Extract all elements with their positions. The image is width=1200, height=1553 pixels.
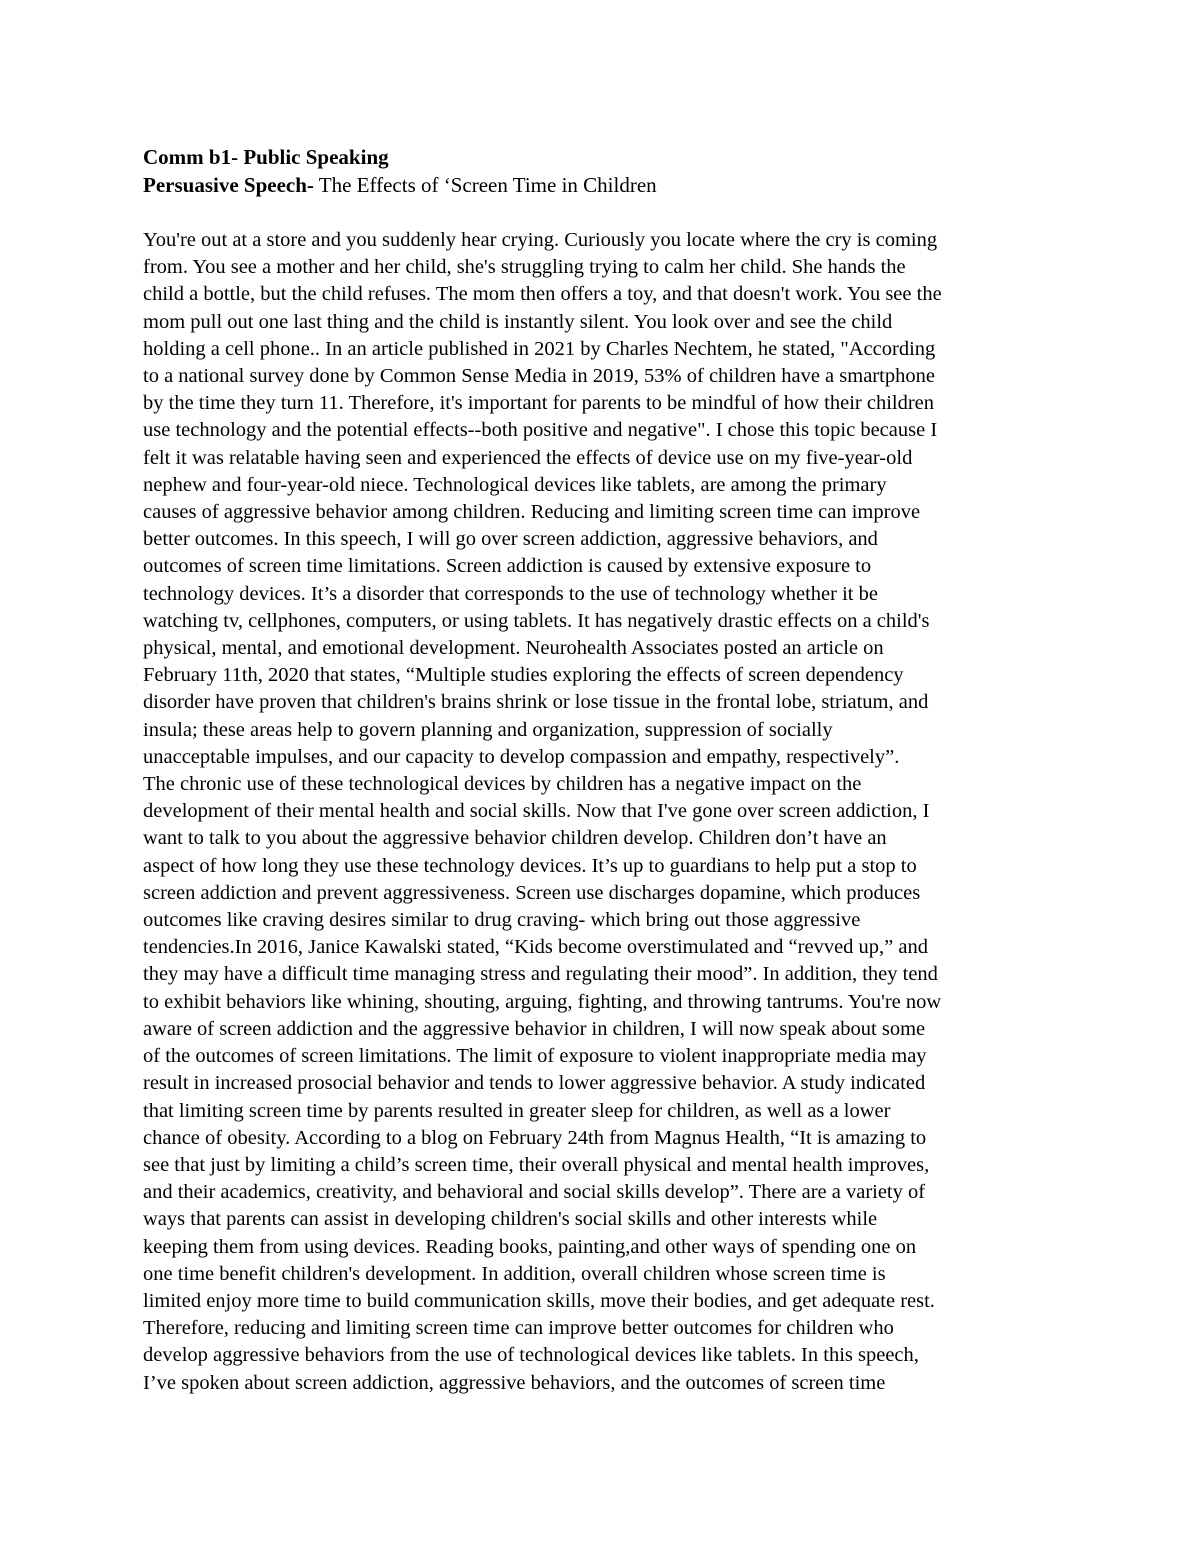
text-line: better outcomes. In this speech, I will go over screen addiction, aggressive behaviors, and <box>143 528 878 551</box>
speech-body <box>143 227 1083 1397</box>
text-line: unacceptable impulses, and our capacity to develop compassion and empathy, respectively”. <box>143 745 900 768</box>
text-line: development of their mental health and social skills. Now that I've gone over screen addiction, I <box>143 800 930 823</box>
text-line: one time benefit children's development. In addition, overall children whose screen time is <box>143 1262 886 1285</box>
document-content <box>143 143 1083 1397</box>
text-line: I’ve spoken about screen addiction, aggressive behaviors, and the outcomes of screen time <box>143 1371 886 1394</box>
text-line: physical, mental, and emotional development. Neurohealth Associates posted an article on <box>143 637 884 660</box>
text-line: holding a cell phone.. In an article published in 2021 by Charles Nechtem, he stated, "According <box>143 337 936 360</box>
text-line: want to talk to you about the aggressive behavior children develop. Children don’t have an <box>143 827 887 850</box>
text-line: tendencies.In 2016, Janice Kawalski stated, “Kids become overstimulated and “revved up,” and <box>143 936 928 959</box>
text-line: aspect of how long they use these technology devices. It’s up to guardians to help put a stop to <box>143 854 917 877</box>
text-line: You're out at a store and you suddenly hear crying. Curiously you locate where the cry is coming <box>143 229 938 251</box>
subtitle-label: Persuasive Speech- <box>143 173 314 197</box>
document-title: Comm b1- Public Speaking <box>143 145 389 169</box>
text-line: aware of screen addiction and the aggressive behavior in children, I will now speak about some <box>143 1017 926 1040</box>
text-line: technology devices. It’s a disorder that corresponds to the use of technology whether it be <box>143 582 878 605</box>
text-line: outcomes like craving desires similar to drug craving- which bring out those aggressive <box>143 909 861 932</box>
text-line: mom pull out one last thing and the child is instantly silent. You look over and see the child <box>143 310 893 333</box>
text-line: keeping them from using devices. Reading books, painting,and other ways of spending one on <box>143 1235 917 1258</box>
text-line: of the outcomes of screen limitations. The limit of exposure to violent inappropriate media may <box>143 1045 927 1068</box>
text-line: use technology and the potential effects--both positive and negative". I chose this topic because I <box>143 419 938 442</box>
text-line: causes of aggressive behavior among children. Reducing and limiting screen time can improve <box>143 501 921 524</box>
text-line: disorder have proven that children's brains shrink or lose tissue in the frontal lobe, striatum, and <box>143 691 929 714</box>
text-line: February 11th, 2020 that states, “Multiple studies exploring the effects of screen dependency <box>143 664 904 687</box>
text-line: watching tv, cellphones, computers, or using tablets. It has negatively drastic effects on a child's <box>143 609 930 632</box>
text-line: outcomes of screen time limitations. Screen addiction is caused by extensive exposure to <box>143 555 872 578</box>
text-line: and their academics, creativity, and behavioral and social skills develop”. There are a variety of <box>143 1181 926 1204</box>
text-line: nephew and four-year-old niece. Technological devices like tablets, are among the primary <box>143 473 887 496</box>
document-subtitle <box>143 171 1083 199</box>
text-line: ways that parents can assist in developing children's social skills and other interests while <box>143 1208 878 1231</box>
text-line: that limiting screen time by parents resulted in greater sleep for children, as well as a lower <box>143 1099 891 1122</box>
text-line: felt it was relatable having seen and experienced the effects of device use on my five-year-old <box>143 446 913 469</box>
text-line: result in increased prosocial behavior and tends to lower aggressive behavior. A study indicated <box>143 1072 926 1095</box>
subtitle-topic: The Effects of ‘Screen Time in Children <box>313 173 657 197</box>
text-line: to a national survey done by Common Sense Media in 2019, 53% of children have a smartphone <box>143 365 935 388</box>
text-line: see that just by limiting a child’s screen time, their overall physical and mental health improves, <box>143 1153 930 1176</box>
text-line: by the time they turn 11. Therefore, it's important for parents to be mindful of how their children <box>143 392 935 415</box>
text-line: chance of obesity. According to a blog on February 24th from Magnus Health, “It is amazing to <box>143 1126 927 1149</box>
text-line: from. You see a mother and her child, she's struggling trying to calm her child. She hands the <box>143 256 906 279</box>
text-line: limited enjoy more time to build communication skills, move their bodies, and get adequate rest. <box>143 1289 935 1312</box>
text-line: insula; these areas help to govern planning and organization, suppression of socially <box>143 718 833 741</box>
text-line: Therefore, reducing and limiting screen time can improve better outcomes for children who <box>143 1317 894 1340</box>
text-line: screen addiction and prevent aggressiveness. Screen use discharges dopamine, which produces <box>143 881 921 904</box>
text-line: The chronic use of these technological devices by children has a negative impact on the <box>143 773 862 796</box>
text-line: child a bottle, but the child refuses. The mom then offers a toy, and that doesn't work. You see the <box>143 283 942 306</box>
text-line: develop aggressive behaviors from the use of technological devices like tablets. In this speech, <box>143 1344 919 1367</box>
text-line: to exhibit behaviors like whining, shouting, arguing, fighting, and throwing tantrums. You're now <box>143 990 942 1013</box>
text-line: they may have a difficult time managing stress and regulating their mood”. In addition, they tend <box>143 963 938 986</box>
